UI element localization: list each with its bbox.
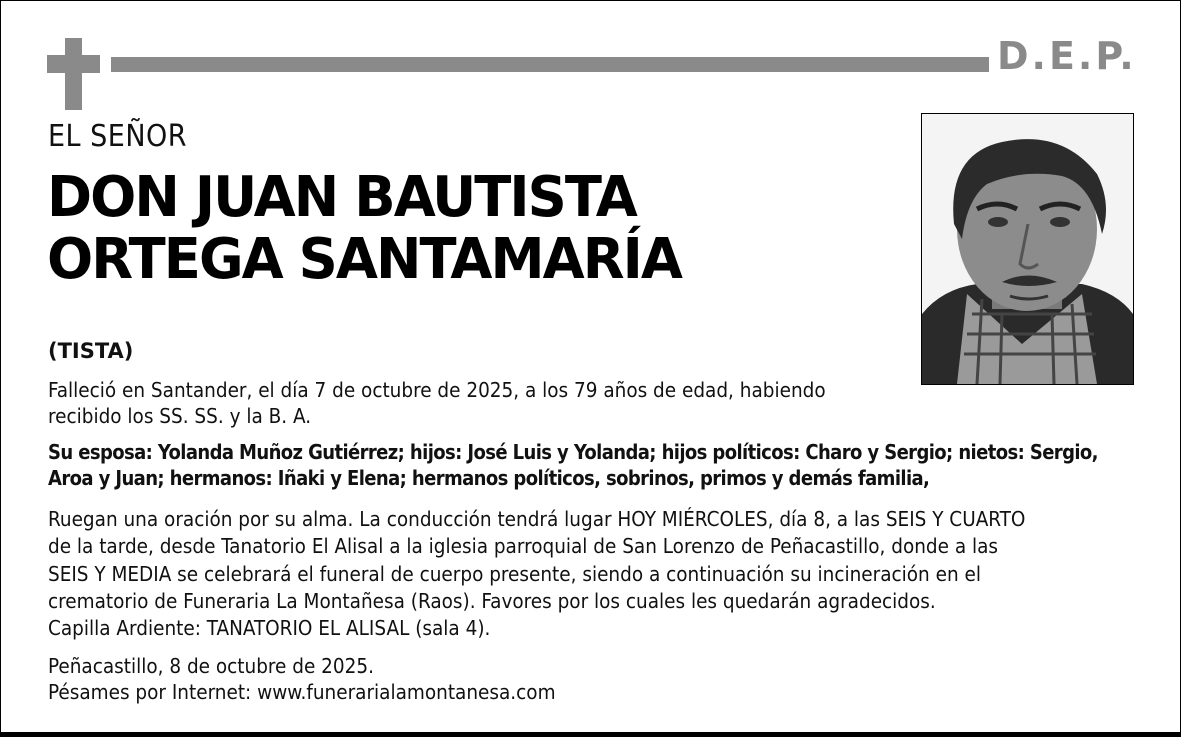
- ceremony-line: crematorio de Funeraria La Montañesa (Raos). Favores por los cuales les quedarán agradecidos.: [48, 588, 936, 613]
- header-rule: [111, 57, 989, 72]
- name-line-2: ORTEGA SANTAMARÍA: [47, 227, 681, 292]
- cross-vertical-bar: [65, 38, 82, 110]
- dep-label: D.E.P.: [997, 34, 1137, 78]
- name-line-1: DON JUAN BAUTISTA: [47, 165, 636, 230]
- portrait-illustration: [922, 114, 1133, 384]
- ceremony-line: Ruegan una oración por su alma. La conducción tendrá lugar HOY MIÉRCOLES, día 8, a las SEIS Y CUARTO: [48, 507, 1026, 531]
- deceased-name: [47, 167, 681, 291]
- intro-title: EL SEÑOR: [48, 119, 188, 154]
- cross-horizontal-bar: [47, 55, 100, 73]
- portrait-photo: [921, 113, 1134, 385]
- nickname: (TISTA): [48, 339, 134, 363]
- family-line: Su esposa: Yolanda Muñoz Gutiérrez; hijos: José Luis y Yolanda; hijos políticos: Charo y Sergio; nietos: Sergio,: [48, 440, 1098, 464]
- death-notice-line: Falleció en Santander, el día 7 de octubre de 2025, a los 79 años de edad, habiendo: [48, 378, 826, 402]
- family-paragraph: [48, 439, 1148, 491]
- death-notice-paragraph: [48, 377, 908, 429]
- condolences-url-line: Pésames por Internet: www.funerarialamontanesa.com: [48, 680, 556, 704]
- footer-paragraph: [48, 653, 1148, 705]
- family-line: Aroa y Juan; hermanos: Iñaki y Elena; hermanos políticos, sobrinos, primos y demás familia,: [48, 466, 930, 490]
- place-date-line: Peñacastillo, 8 de octubre de 2025.: [48, 654, 374, 678]
- ceremony-line: Capilla Ardiente: TANATORIO EL ALISAL (sala 4).: [48, 616, 491, 641]
- ceremony-line: de la tarde, desde Tanatorio El Alisal a la iglesia parroquial de San Lorenzo de Peñacastillo, donde a las: [48, 534, 999, 559]
- ceremony-paragraph: [48, 506, 1148, 642]
- ceremony-line: SEIS Y MEDIA se celebrará el funeral de cuerpo presente, siendo a continuación su incineración en el: [48, 561, 981, 586]
- death-notice-line: recibido los SS. SS. y la B. A.: [48, 404, 312, 428]
